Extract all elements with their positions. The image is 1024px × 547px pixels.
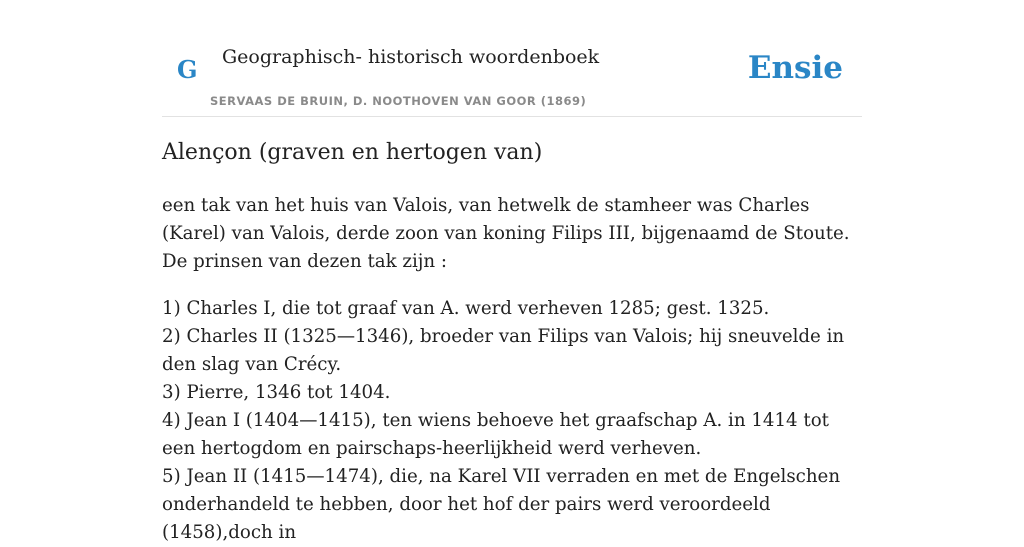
list-item: 2) Charles II (1325—1346), broeder van Filips van Valois; hij sneuvelde in den slag van Crécy. — [162, 326, 845, 375]
entry-list — [162, 295, 862, 547]
book-logo[interactable]: G — [177, 55, 198, 84]
list-item: 5) Jean II (1415—1474), die, na Karel VII verraden en met de Engelschen onderhandeld te hebben, door het hof der pairs werd veroordeeld (1458),doch in — [162, 466, 841, 543]
book-author: SERVAAS DE BRUIN, D. NOOTHOVEN VAN GOOR (1869) — [210, 94, 587, 108]
entry-content — [162, 192, 862, 547]
page-header — [162, 0, 862, 117]
list-item: 4) Jean I (1404—1415), ten wiens behoeve het graafschap A. in 1414 tot een hertogdom en pairschaps-heerlijkheid werd verheven. — [162, 410, 829, 459]
list-item: 3) Pierre, 1346 tot 1404. — [162, 382, 391, 403]
list-item: 1) Charles I, die tot graaf van A. werd verheven 1285; gest. 1325. — [162, 298, 770, 319]
book-title-link[interactable]: Geographisch- historisch woordenboek — [222, 46, 600, 68]
ensie-logo[interactable]: Ensie — [747, 50, 843, 86]
entry-title: Alençon (graven en hertogen van) — [162, 140, 543, 165]
entry-intro: een tak van het huis van Valois, van hetwelk de stamheer was Charles (Karel) van Valois, derde zoon van koning Filips III, bijgenaamd de Stoute. De prinsen van dezen tak zijn : — [162, 195, 850, 272]
